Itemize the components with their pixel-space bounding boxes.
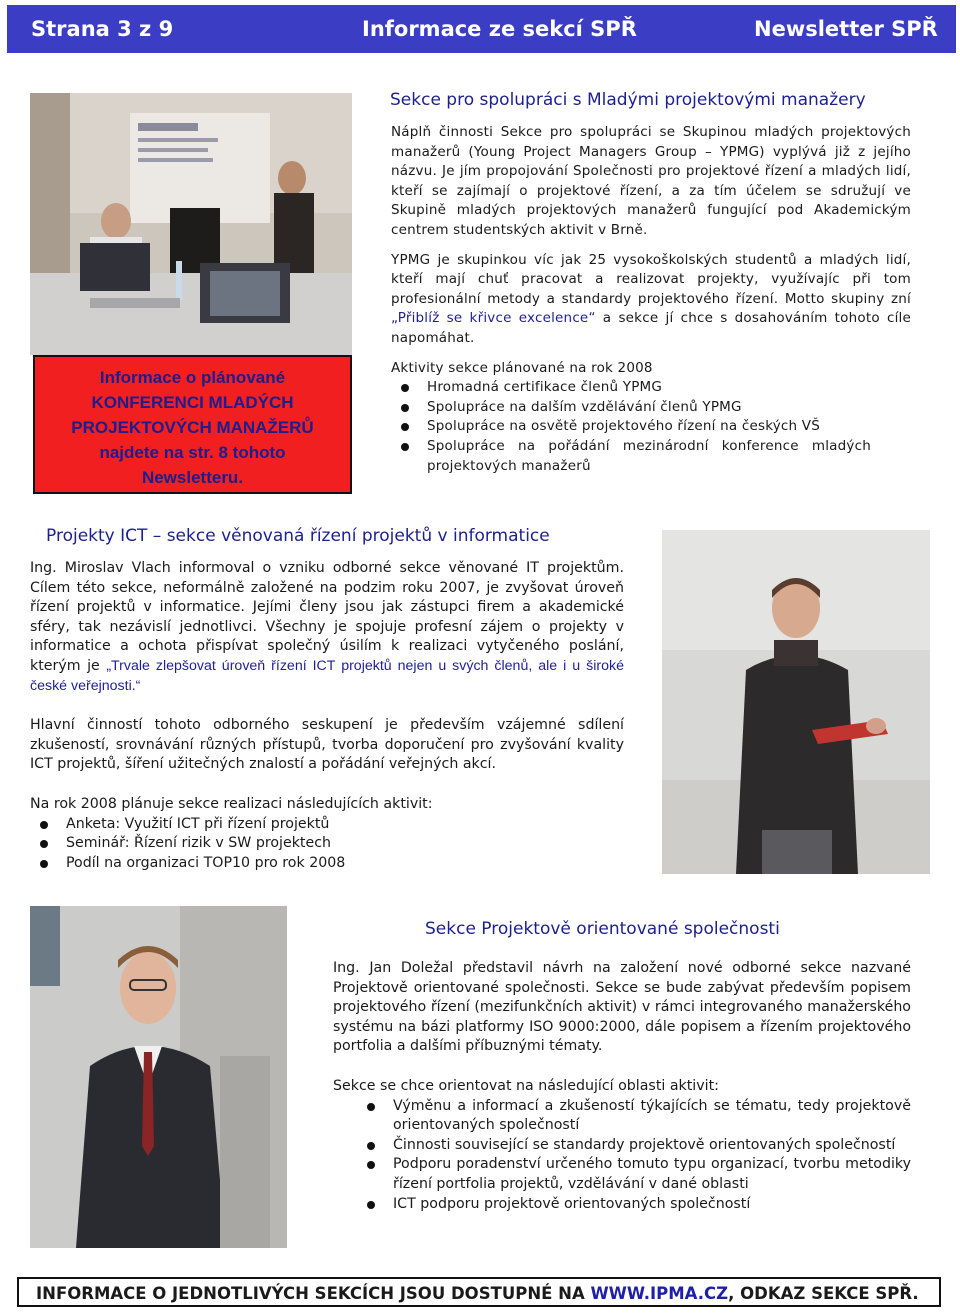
ypmg-paragraph-2: [391, 251, 911, 349]
ypmg-paragraph-1: Náplň činnosti Sekce pro spolupráci se Skupinou mladých projektových manažerů (Young Project Managers Group – YPMG) vyplývá již z jejího názvu. Je jím propojování Společnosti pro projektové řízení a mladých lidí, kteří se zajímají o projektové řízení, a za tím účelem se sdružují ve Skupině mladých projektových manažerů fungující pod Akademickým centrem studentských aktivit v Brně.: [391, 124, 911, 238]
list-item: Spolupráce na pořádání mezinárodní konference mladých projektových manažerů: [391, 437, 911, 476]
list-item: Podíl na organizaci TOP10 pro rok 2008: [30, 854, 624, 874]
ict-paragraph-2: Hlavní činností tohoto odborného seskupení je především vzájemné sdílení zkušeností, srovnávání různých přístupů, tvorba doporučení pro zvyšování kvality ICT projektů, šíření užitečných znalostí a pořádání veřejných akcí.: [30, 717, 624, 773]
pos-paragraph-1: Ing. Jan Doležal představil návrh na založení nové odborné sekce nazvané Projektově orientované společnosti. Sekce se bude zabývat především popisem projektového řízení (mezifunkčních aktivit) v rámci integrovaného manažerského systému na bázi platformy ISO 9000:2000, dále popisem a řízením projektového portfolia a dalšími příbuznými tématy.: [333, 960, 911, 1055]
footer-notice: [17, 1277, 941, 1307]
pos-section-title: Sekce Projektově orientované společnosti: [425, 919, 780, 939]
pos-body: [333, 959, 911, 1214]
box-line-1: Informace o plánované: [99, 368, 286, 387]
page-header: [7, 5, 956, 53]
list-item: ICT podporu projektově orientovaných společností: [333, 1195, 911, 1215]
ypmg-section-title: Sekce pro spolupráci s Mladými projektovými manažery: [390, 90, 866, 110]
list-item: Hromadná certifikace členů YPMG: [391, 378, 911, 398]
list-item: Spolupráce na osvětě projektového řízení na českých VŠ: [391, 417, 911, 437]
section-name: Informace ze sekcí SPŘ: [362, 17, 637, 41]
box-line-3: PROJEKTOVÝCH MANAŽERŮ: [71, 418, 314, 437]
ict-mission: „Trvale zlepšovat úroveň řízení ICT projektů nejen u svých členů, ale i u široké české veřejnosti.“: [30, 657, 624, 694]
ict-paragraph-1: [30, 559, 624, 696]
ypmg-activities-intro: Aktivity sekce plánované na rok 2008: [391, 359, 653, 376]
ypmg-paragraph-2-start: YPMG je skupinkou víc jak 25 vysokoškolských studentů a mladých lidí, kteří mají chuť pracovat a realizovat projekty, využívajíc při tom profesionální metody a standardy projektového řízení. Motto skupiny zní: [391, 251, 911, 307]
list-item: Seminář: Řízení rizik v SW projektech: [30, 834, 624, 854]
ict-plan-list: [30, 815, 624, 874]
pos-areas-list: [333, 1097, 911, 1215]
footer-text: INFORMACE O JEDNOTLIVÝCH SEKCÍCH JSOU DOSTUPNÉ NA: [36, 1284, 591, 1303]
ypmg-motto: „Přiblíž se křivce excelence“: [391, 310, 596, 327]
list-item: Činnosti související se standardy projektově orientovaných společností: [333, 1136, 911, 1156]
footer-link[interactable]: WWW.IPMA.CZ: [590, 1284, 729, 1303]
photo-speaker-suit: [30, 906, 287, 1248]
list-item: Podporu poradenství určeného tomuto typu organizací, tvorbu metodiky řízení portfolia projektů, vzdělávání v dané oblasti: [333, 1155, 911, 1194]
ict-paragraph-1-text: Ing. Miroslav Vlach informoval o vzniku odborné sekce věnované IT projektům. Cílem této sekce, neformálně založené na podzim roku 2007, je zvyšovat úroveň řízení projektů v informatice. Jejími členy jsou jak zástupci firem a akademické sféry, tak nezávislí jednotlivci. Všechny je spojuje profesní zájem o projekty v informatice a ochota přispívat společný úsilím k realizaci vytyčeného poslání, kterým je: [30, 560, 624, 674]
ict-body: [30, 559, 624, 873]
page-number: Strana 3 z 9: [31, 17, 174, 41]
box-line-4: najdete na str. 8 tohoto: [99, 443, 286, 462]
footer-text-end: , ODKAZ SEKCE SPŘ.: [728, 1284, 919, 1303]
ypmg-activities-list: [391, 378, 911, 476]
ypmg-paragraph-2-end: a sekce jí chce s dosahováním tohoto cíle napomáhat.: [391, 310, 911, 346]
photo-presentation-room: [30, 93, 352, 355]
list-item: Anketa: Využití ICT při řízení projektů: [30, 815, 624, 835]
pos-areas-intro: Sekce se chce orientovat na následující oblasti aktivit:: [333, 1077, 719, 1094]
box-line-2: KONFERENCI MLADÝCH: [91, 393, 294, 412]
ict-section-title: Projekty ICT – sekce věnovaná řízení projektů v informatice: [46, 526, 550, 546]
list-item: Výměnu a informací a zkušeností týkajících se tématu, tedy projektově orientovaných společností: [333, 1097, 911, 1136]
conference-info-box: [33, 355, 352, 494]
newsletter-name: Newsletter SPŘ: [754, 17, 938, 41]
list-item: Spolupráce na dalším vzdělávání členů YPMG: [391, 398, 911, 418]
ypmg-body: [391, 123, 911, 476]
photo-young-presenter: [662, 530, 930, 874]
ict-plan-intro: Na rok 2008 plánuje sekce realizaci následujících aktivit:: [30, 795, 433, 812]
box-line-5: Newsletteru.: [141, 468, 244, 487]
